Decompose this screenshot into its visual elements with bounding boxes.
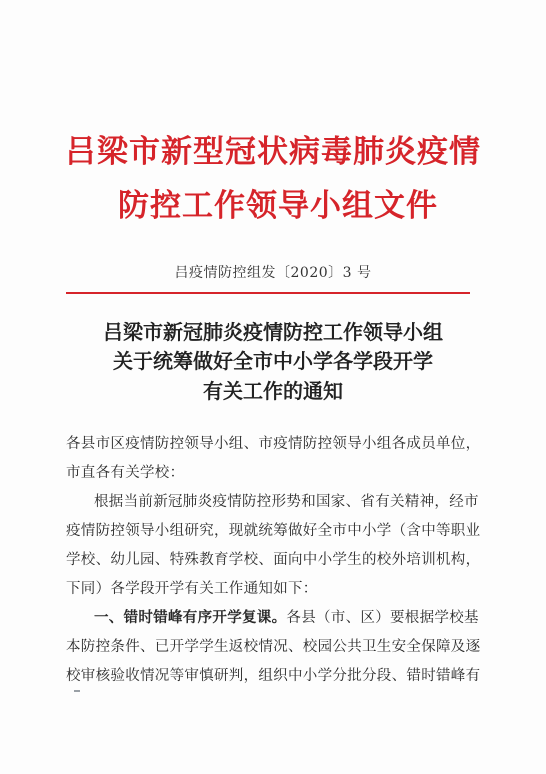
paragraph1-line4: 下同）各学段开学有关工作通知如下： (66, 581, 318, 597)
section1-line2: 本防控条件、已开学学生返校情况、校园公共卫生安全保障及逐 (66, 639, 481, 655)
section1-line3: 校审核验收情况等审慎研判，组织中小学分批分段、错时错峰有 (66, 668, 481, 684)
paragraph1-line1: 根据当前新冠肺炎疫情防控形势和国家、省有关精神，经市 (94, 494, 479, 510)
addressee-line2: 市直各有关学校： (66, 465, 185, 481)
notice-title-line1: 吕梁市新冠肺炎疫情防控工作领导小组 (103, 320, 443, 344)
paragraph1-line3: 学校、幼儿园、特殊教育学校、面向中小学生的校外培训机构， (66, 552, 481, 568)
paragraph1-line2: 疫情防控领导小组研究，现就统筹做好全市中小学（含中等职业 (66, 523, 481, 539)
addressee-line1: 各县市区疫情防控领导小组、市疫情防控领导小组各成员单位， (66, 436, 481, 452)
header-title-line2: 防控工作领导小组文件 (118, 188, 438, 224)
section1-line1-text: 各县（市、区）要根据学校基 (286, 610, 479, 626)
section1-line1 (94, 606, 514, 627)
red-divider-line (66, 292, 470, 294)
notice-title-line3: 有关工作的通知 (203, 379, 343, 403)
notice-title-line2: 关于统筹做好全市中小学各学段开学 (113, 349, 433, 373)
header-title-line1: 吕梁市新型冠状病毒肺炎疫情 (65, 134, 481, 170)
section1-heading: 一、错时错峰有序开学复课。 (94, 609, 287, 626)
document-number: 吕疫情防控组发〔2020〕3 号 (174, 265, 372, 281)
margin-mark (74, 690, 80, 692)
